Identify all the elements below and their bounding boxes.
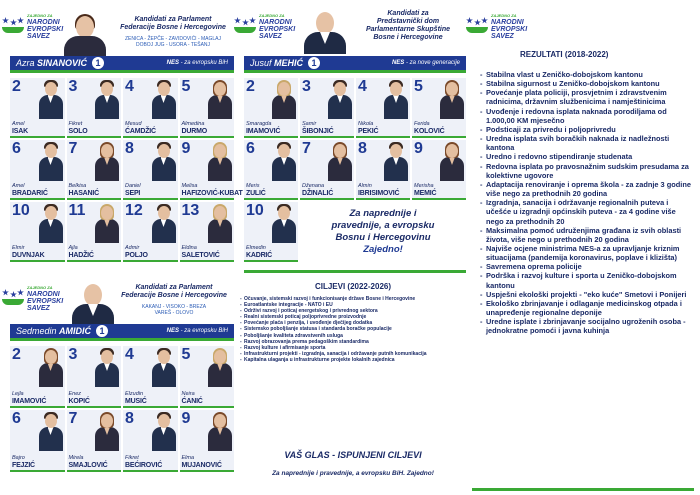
candidate-number: 5: [414, 78, 423, 95]
candidate-number: 4: [358, 78, 367, 95]
candidate-first-name: Ferida: [414, 121, 430, 127]
block1-header: Kandidati za Parlament Federacije Bosne i Hercegovine: [120, 16, 226, 31]
candidate-first-name: Mesud: [125, 121, 142, 127]
goals-footer: Za naprednije i pravednije, a evropsku BiH. Zajedno!: [272, 470, 434, 477]
candidate-photo: [152, 142, 176, 180]
candidate-card: [244, 78, 298, 138]
candidate-last-name: DUVNJAK: [12, 252, 45, 259]
result-item: - Podrška i razvoj kulture i sporta u Zeničko-dobojskom kantonu: [480, 271, 694, 289]
candidate-number: 2: [12, 78, 21, 95]
candidate-first-name: Almin: [358, 183, 372, 189]
result-item: - Maksimalna pomoć udruženjima građana iz svih oblasti života, više nego u prethodnih 20 godina: [480, 226, 694, 244]
candidate-photo: [95, 204, 119, 242]
candidate-card: [412, 78, 466, 138]
block1-leader-bar: Azra SINANOVIĆ 1 NES - za evropsku BiH: [10, 56, 234, 70]
candidate-number: 8: [125, 140, 134, 157]
candidate-number: 4: [125, 78, 134, 95]
candidate-photo: [95, 348, 119, 386]
result-item: - Ekološko zbrinjavanje i odlaganje medicinskog otpada i unapređenje regionalne deponije: [480, 299, 694, 317]
goals-title: CILJEVI (2022-2026): [314, 282, 392, 291]
result-item: - Stabilna sigurnost u Zeničko-dobojskom kantonu: [480, 79, 694, 88]
result-item: - Podsticaji za privredu i poljoprivredu: [480, 125, 694, 134]
candidate-first-name: Merisha: [414, 183, 434, 189]
candidate-last-name: IBRISIMOVIĆ: [358, 190, 400, 197]
candidate-photo: [95, 412, 119, 450]
candidate-last-name: ĆAMDŽIĆ: [125, 128, 156, 135]
result-item: - Uspješni ekološki projekti - "eko kuće" Smetovi i Ponijeri: [480, 290, 694, 299]
candidate-last-name: HASANIĆ: [68, 190, 99, 197]
candidate-card: [356, 140, 410, 200]
candidate-last-name: ĆANIĆ: [181, 398, 203, 405]
candidate-card: [180, 140, 243, 200]
candidate-number: 8: [125, 410, 134, 427]
nes-logo-3: ZAJEDNO ZA NARODNI EVROPSKI SAVEZ: [2, 284, 63, 312]
candidate-card: [123, 78, 178, 138]
block1-municipalities: ZENICA - ŽEPČE - ZAVIDOVIĆI - MAGLAJ DOBOJ JUG - USORA - TEŠANJ: [124, 36, 222, 48]
goal-item: - Realni sistemski poticaj poljoprivredne proizvodnje: [240, 314, 466, 320]
candidate-number: 2: [246, 78, 255, 95]
block2-leader-bar: Jusuf MEHIĆ 1 NES - za nove generacije: [244, 56, 466, 70]
candidate-photo: [39, 412, 63, 450]
candidate-last-name: IMAMOVIĆ: [246, 128, 281, 135]
candidate-photo: [152, 204, 176, 242]
candidate-first-name: Amel: [12, 121, 25, 127]
candidate-card: [180, 410, 235, 472]
candidate-first-name: Dženana: [302, 183, 325, 189]
goal-item: - Infrastrukturni projekti - izgradnja, sanacija i održavanje putnih komunikacija: [240, 351, 466, 357]
candidate-photo: [440, 142, 464, 180]
candidate-first-name: Fikret: [125, 455, 139, 461]
candidate-card: [180, 346, 235, 408]
candidate-photo: [440, 80, 464, 118]
candidate-last-name: SEPI: [125, 190, 141, 197]
candidate-photo: [272, 204, 296, 242]
candidate-number: 10: [12, 202, 30, 219]
candidate-first-name: Admir: [125, 245, 140, 251]
goal-item: - Održivi razvoj i poticaj energetskog i privrednog sektora: [240, 308, 466, 314]
result-item: - Savremena oprema policije: [480, 262, 694, 271]
candidate-number: 2: [12, 346, 21, 363]
block1-candidate-grid: [10, 78, 243, 262]
candidate-number: 3: [68, 78, 78, 95]
candidate-photo: [39, 204, 63, 242]
star-swoosh-icon: [2, 289, 24, 307]
result-item: - Redovna isplata po pravosnažnim sudskim presudama za kolektivne ugovore: [480, 162, 694, 180]
candidate-last-name: DURMO: [181, 128, 207, 135]
candidate-last-name: SMAJLOVIĆ: [68, 462, 108, 469]
result-item: - Uredna isplata svih boračkih naknada iz nadležnosti kantona: [480, 134, 694, 152]
candidate-last-name: HADŽIĆ: [68, 252, 94, 259]
candidate-card: [10, 140, 65, 200]
candidate-number: 7: [68, 140, 78, 157]
candidate-last-name: KOLOVIĆ: [414, 128, 445, 135]
candidate-first-name: Almedina: [181, 121, 205, 127]
leader-number-badge: 1: [91, 56, 105, 70]
candidate-card: [244, 140, 298, 200]
candidate-first-name: Meris: [246, 183, 260, 189]
candidate-photo: [208, 348, 232, 386]
candidate-number: 9: [181, 410, 191, 427]
candidate-number: 11: [68, 202, 86, 219]
candidate-first-name: Elzudin: [125, 391, 144, 397]
candidate-card: [123, 140, 178, 200]
candidate-card: [67, 346, 122, 408]
block3-candidate-grid: [10, 346, 234, 472]
result-item: - Izgradnja, sanacija i održavanje regionalnih puteva i učešće u izgradnji općinskih puteva - za 4 godine više nego za prethodnih 20: [480, 198, 694, 225]
candidate-first-name: Eldina: [181, 245, 197, 251]
candidate-card: [67, 78, 122, 138]
candidate-first-name: Fikret: [68, 121, 83, 127]
result-item: - Uredne isplate i zbrinjavanje socijalno ugroženih osoba - jednokratne pomoći i javna kuhinja: [480, 317, 694, 335]
candidate-first-name: Elma: [181, 455, 195, 461]
block3-municipalities: KAKANJ - VISOKO - BREZA VAREŠ - OLOVO: [141, 304, 207, 316]
candidate-first-name: Enez: [68, 391, 82, 397]
candidate-photo: [95, 80, 119, 118]
candidate-last-name: ISAK: [12, 128, 28, 135]
candidate-card: [244, 202, 298, 262]
candidate-first-name: Neira: [181, 391, 195, 397]
candidate-photo: [208, 142, 232, 180]
candidate-number: 6: [246, 140, 255, 157]
candidate-last-name: KOPIĆ: [68, 398, 90, 405]
candidate-first-name: Daniel: [125, 183, 141, 189]
candidate-photo: [208, 80, 232, 118]
candidate-number: 3: [302, 78, 311, 95]
candidate-photo: [328, 80, 352, 118]
star-swoosh-icon: [234, 17, 256, 35]
candidate-first-name: Lejla: [12, 391, 24, 397]
candidate-last-name: FEJZIĆ: [12, 462, 35, 469]
block3-header: Kandidati za Parlament Federacije Bosne i Hercegovine: [121, 284, 227, 299]
result-item: - Uredno i redovno stipendiranje studenata: [480, 152, 694, 161]
candidate-last-name: PEKIĆ: [358, 128, 379, 135]
leader-number-badge: 1: [307, 56, 321, 70]
candidate-last-name: ZULIĆ: [246, 190, 266, 197]
candidate-last-name: MUJANOVIĆ: [181, 462, 222, 469]
nes-logo: ZAJEDNO ZA NARODNI EVROPSKI SAVEZ: [2, 12, 63, 40]
results-title: REZULTATI (2018-2022): [520, 50, 609, 59]
candidate-card: [300, 140, 354, 200]
candidate-card: [10, 78, 65, 138]
candidate-number: 7: [68, 410, 78, 427]
candidate-photo: [39, 80, 63, 118]
candidate-card: [180, 78, 235, 138]
candidate-number: 12: [125, 202, 143, 219]
candidate-last-name: ŠIBONJIĆ: [302, 128, 334, 135]
leader-number-badge: 1: [95, 324, 109, 338]
candidate-card: [123, 410, 178, 472]
goal-item: - Poboljšanje kvaliteta zdravstvenih usluga: [240, 333, 466, 339]
candidate-card: [180, 202, 235, 262]
star-swoosh-icon: [466, 17, 488, 35]
candidate-card: [300, 78, 354, 138]
candidate-card: [67, 202, 122, 262]
candidate-photo: [152, 412, 176, 450]
block2-header: Kandidati za Predstavnički dom Parlamentarne Skupštine Bosne i Hercegovine: [365, 10, 451, 41]
candidate-last-name: SOLO: [68, 128, 88, 135]
candidate-photo: [208, 204, 232, 242]
candidate-last-name: HAFIZOVIĆ-KUBAT: [181, 190, 243, 197]
candidate-photo: [152, 348, 176, 386]
candidate-number: 7: [302, 140, 311, 157]
candidate-photo: [384, 80, 408, 118]
candidate-card: [356, 78, 410, 138]
candidate-card: [10, 202, 65, 262]
candidate-last-name: POLJO: [125, 252, 148, 259]
result-item: - Povećanje plata policiji, prosvjetnim i zdravstvenim radnicima, državnim službenicima i namještinicima: [480, 88, 694, 106]
results-list: [480, 70, 694, 336]
candidate-first-name: Melisa: [181, 183, 198, 189]
candidate-card: [123, 202, 178, 262]
candidate-last-name: BEĆIROVIĆ: [125, 462, 163, 469]
candidate-photo: [272, 142, 296, 180]
candidate-last-name: IMAMOVIĆ: [12, 398, 47, 405]
candidate-last-name: MUSIĆ: [125, 398, 147, 405]
candidate-first-name: Ajla: [68, 245, 78, 251]
goal-item: - Očuvanje, sistemski razvoj i funkcionisanje države Bosne i Hercegovine: [240, 296, 466, 302]
candidate-number: 5: [181, 78, 191, 95]
nes-logo-4: ZAJEDNO ZA NARODNI EVROPSKI SAVEZ: [466, 12, 527, 40]
candidate-number: 4: [125, 346, 134, 363]
candidate-last-name: MEMIĆ: [414, 190, 437, 197]
candidate-first-name: Elmedin: [246, 245, 266, 251]
result-item: - Uvođenje i redovna isplata naknada porodiljama od 1.000,00 KM mjesečno: [480, 107, 694, 125]
candidate-last-name: SALETOVIĆ: [181, 252, 220, 259]
candidate-photo: [39, 348, 63, 386]
candidate-card: [10, 346, 65, 408]
candidate-card: [67, 140, 122, 200]
goal-item: - Sistemsko poboljšanje statusa i standarda boračke populacije: [240, 326, 466, 332]
leader-photo: [62, 14, 108, 54]
goals-list: [240, 296, 466, 363]
candidate-photo: [152, 80, 176, 118]
candidate-number: 3: [68, 346, 78, 363]
block2-slogan: Za naprednije i pravednije, a evropsku Bosnu i Hercegovinu Zajedno!: [331, 208, 435, 255]
candidate-first-name: Nikola: [358, 121, 374, 127]
star-swoosh-icon: [2, 17, 24, 35]
candidate-number: 8: [358, 140, 367, 157]
candidate-first-name: Bajro: [12, 455, 25, 461]
leader-photo: [302, 10, 348, 50]
candidate-photo: [272, 80, 296, 118]
result-item: - Najviše ocjene ministrima NES-a za upravljanje kriznim situacijama (pandemija koronavirus, poplave i klizišta): [480, 244, 694, 262]
goals-slogan: VAŠ GLAS - ISPUNJENI CILJEVI: [284, 450, 422, 460]
candidate-first-name: Amel: [12, 183, 25, 189]
goal-item: - Razvoj kulture i afirmisanje sporta: [240, 345, 466, 351]
nes-logo-2: ZAJEDNO ZA NARODNI EVROPSKI SAVEZ: [234, 12, 295, 40]
candidate-number: 9: [181, 140, 191, 157]
result-item: - Stabilna vlast u Zeničko-dobojskom kantonu: [480, 70, 694, 79]
candidate-photo: [328, 142, 352, 180]
candidate-first-name: Smaragda: [246, 121, 272, 127]
candidate-number: 6: [12, 410, 21, 427]
goal-item: - Kapitalna ulaganja u infrastrukturne projekte lokalnih zajednica: [240, 357, 466, 363]
candidate-first-name: Elmir: [12, 245, 25, 251]
candidate-first-name: Mirela: [68, 455, 84, 461]
goal-item: - Euroatlantske integracije - NATO i EU: [240, 302, 466, 308]
candidate-photo: [208, 412, 232, 450]
candidate-card: [123, 346, 178, 408]
candidate-last-name: BRADARIĆ: [12, 190, 48, 197]
candidate-last-name: DŽINALIĆ: [302, 190, 334, 197]
candidate-photo: [39, 142, 63, 180]
candidate-number: 10: [246, 202, 264, 219]
candidate-photo: [384, 142, 408, 180]
candidate-first-name: Samir: [302, 121, 317, 127]
candidate-number: 9: [414, 140, 423, 157]
candidate-card: [412, 140, 466, 200]
candidate-card: [67, 410, 122, 472]
candidate-number: 5: [181, 346, 191, 363]
candidate-card: [10, 410, 65, 472]
block3-leader-bar: Sedmedin AMIDIĆ 1 NES - za evropsku BiH: [10, 324, 234, 338]
candidate-last-name: KADRIĆ: [246, 252, 273, 259]
goal-item: - Povećanje plaća i penzija, i uvođenje dječijeg dodatka: [240, 320, 466, 326]
candidate-number: 6: [12, 140, 21, 157]
result-item: - Adaptacija renoviranje i oprema škola - za zadnje 3 godine više nego za prethodnih 20 godina: [480, 180, 694, 198]
candidate-photo: [95, 142, 119, 180]
candidate-first-name: Belkisa: [68, 183, 87, 189]
candidate-number: 13: [181, 202, 200, 219]
goal-item: - Razvoj obrazovanja prema pedagoškim standardima: [240, 339, 466, 345]
